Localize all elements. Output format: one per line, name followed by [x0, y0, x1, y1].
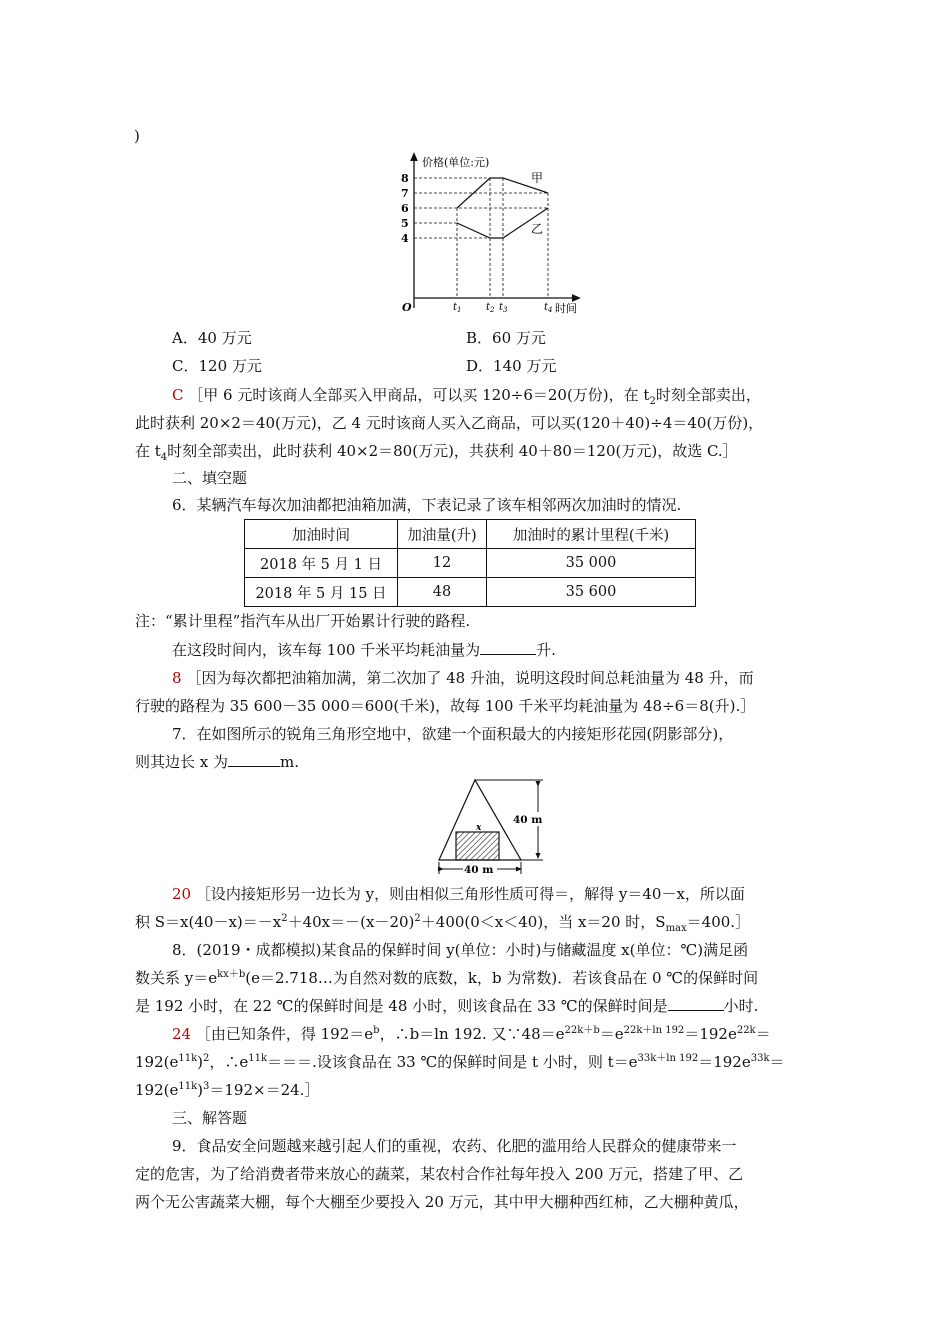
table-header: 加油量(升) — [398, 520, 487, 549]
table-cell: 35 600 — [487, 578, 696, 607]
section-heading-answer: 三、解答题 — [172, 1109, 248, 1127]
x-tick-label: $t_1$ — [453, 302, 462, 314]
y-tick-label: 8 — [401, 172, 409, 185]
q7-solution-line1: 20 ［设内接矩形另一边长为 y，则由相似三角形性质可得＝，解得 y＝40－x，所以面 — [172, 885, 745, 903]
q9-line2: 定的危害，为了给消费者带来放心的蔬菜，某农村合作社每年投入 200 万元，搭建了甲、乙 — [135, 1165, 744, 1183]
q5-answer: C — [172, 386, 184, 404]
series-label-yi: 乙 — [531, 222, 544, 236]
q6-question: 在这段时间内，该车每 100 千米平均耗油量为 升. — [172, 641, 556, 659]
q7-answer: 20 — [172, 885, 192, 903]
answer-blank — [480, 640, 536, 655]
q7-solution-line2: 积 $S=x(40-x)=-x^2+40x=-(x-20)^2+400(0<x<40)$，当 x＝20 时，$S_{max}=400.]$ — [135, 913, 751, 934]
price-chart — [395, 148, 595, 318]
q6-stem: 6．某辆汽车每次加油都把油箱加满，下表记录了该车相邻两次加油时的情况. — [172, 496, 682, 514]
y-tick-label: 4 — [401, 232, 409, 245]
q6-solution-line1: 8 ［因为每次都把油箱加满，第二次加了 48 升油，说明这段时间总耗油量为 48 升，而 — [172, 669, 754, 687]
origin-label: O — [402, 301, 412, 314]
q8-solution-line3: $192(e^{11k})^3=192\times=24.]$ — [135, 1081, 320, 1099]
triangle-figure — [435, 776, 550, 878]
y-tick-label: 7 — [401, 187, 409, 200]
q8-solution-line2: $192(e^{11k})^2$，$\therefore e^{11k}===$.设该食品在 33 ℃的保鲜时间是 t 小时，则 $t=e^{33k+ln 192}=192e^{33k}=$ — [135, 1053, 785, 1071]
q7-stem-line2: 则其边长 x 为 m. — [135, 753, 299, 771]
y-axis-label: 价格(单位:元) — [422, 156, 490, 169]
q8-stem-line2: 数关系 $y=e^{kx+b}(e=2.718\dots$为自然对数的底数，k，b 为常数)．若该食品在 0 ℃的保鲜时间 — [135, 969, 759, 987]
q8-solution-line1: 24 ［由已知条件，得 $192=e^b$，∴b＝ln 192. 又$\because 48=e^{22k+b}=e^{22k+ln 192}=192e^{22k}=$ — [172, 1025, 771, 1043]
table-cell: 12 — [398, 549, 487, 578]
table-header-row — [245, 520, 696, 549]
table-row — [245, 578, 696, 607]
y-tick-label: 6 — [401, 202, 409, 215]
q6-note: 注：“累计里程”指汽车从出厂开始累计行驶的路程. — [135, 612, 471, 630]
q8-stem-line3: 是 192 小时，在 22 ℃的保鲜时间是 48 小时，则该食品在 33 ℃的保鲜时间是 小时. — [135, 997, 759, 1015]
option-b: B．60 万元 — [466, 329, 546, 347]
table-cell: 2018 年 5 月 15 日 — [245, 578, 398, 607]
answer-blank — [668, 996, 724, 1011]
x-axis-label: 时间 — [555, 302, 577, 315]
y-tick-label: 5 — [401, 217, 409, 230]
q5-solution-line3: 在 $t_4$时刻全部卖出，此时获利 40×2＝80(万元)，共获利 40＋80＝120(万元)，故选 C.］ — [135, 442, 738, 463]
table-cell: 48 — [398, 578, 487, 607]
section-heading-fill: 二、填空题 — [172, 469, 248, 487]
inner-rectangle — [456, 832, 499, 860]
table-row — [245, 549, 696, 578]
base-label: 40 m — [464, 864, 494, 876]
option-a: A．40 万元 — [172, 329, 252, 347]
x-tick-label: $t_2$ — [486, 302, 495, 314]
x-tick-label: $t_3$ — [499, 302, 508, 314]
table-header: 加油时间 — [245, 520, 398, 549]
height-label: 40 m — [513, 814, 543, 826]
x-tick-label: $t_4$ — [544, 302, 553, 314]
side-x-label: x — [476, 823, 482, 833]
answer-blank — [228, 752, 280, 767]
q8-stem-line1: 8．(2019・成都模拟)某食品的保鲜时间 y(单位：小时)与储藏温度 x(单位：℃)满足函 — [172, 941, 749, 959]
fuel-table — [244, 519, 696, 607]
q8-answer: 24 — [172, 1025, 192, 1043]
continuation-paren: ) — [134, 127, 140, 145]
q5-solution-line1: C ［甲 6 元时该商人全部买入甲商品，可以买 120÷6＝20(万份)，在 $t_2$时刻全部卖出， — [172, 386, 761, 407]
table-cell: 2018 年 5 月 1 日 — [245, 549, 398, 578]
option-c: C．120 万元 — [172, 357, 262, 375]
q9-line1: 9．食品安全问题越来越引起人们的重视，农药、化肥的滥用给人民群众的健康带来一 — [172, 1137, 737, 1155]
q9-line3: 两个无公害蔬菜大棚，每个大棚至少要投入 20 万元，其中甲大棚种西红柿，乙大棚种黄瓜， — [135, 1193, 749, 1211]
table-cell: 35 000 — [487, 549, 696, 578]
series-label-jia: 甲 — [531, 171, 544, 185]
q7-stem-line1: 7．在如图所示的锐角三角形空地中，欲建一个面积最大的内接矩形花园(阴影部分)， — [172, 725, 734, 743]
q5-solution-line2: 此时获利 20×2＝40(万元)，乙 4 元时该商人买入乙商品，可以买(120＋40)÷4＝40(万份)， — [135, 414, 764, 432]
q6-solution-line2: 行驶的路程为 35 600－35 000＝600(千米)，故每 100 千米平均耗油量为 48÷6＝8(升).］ — [135, 697, 756, 715]
q6-answer: 8 — [172, 669, 182, 687]
table-header: 加油时的累计里程(千米) — [487, 520, 696, 549]
option-d: D．140 万元 — [466, 357, 557, 375]
